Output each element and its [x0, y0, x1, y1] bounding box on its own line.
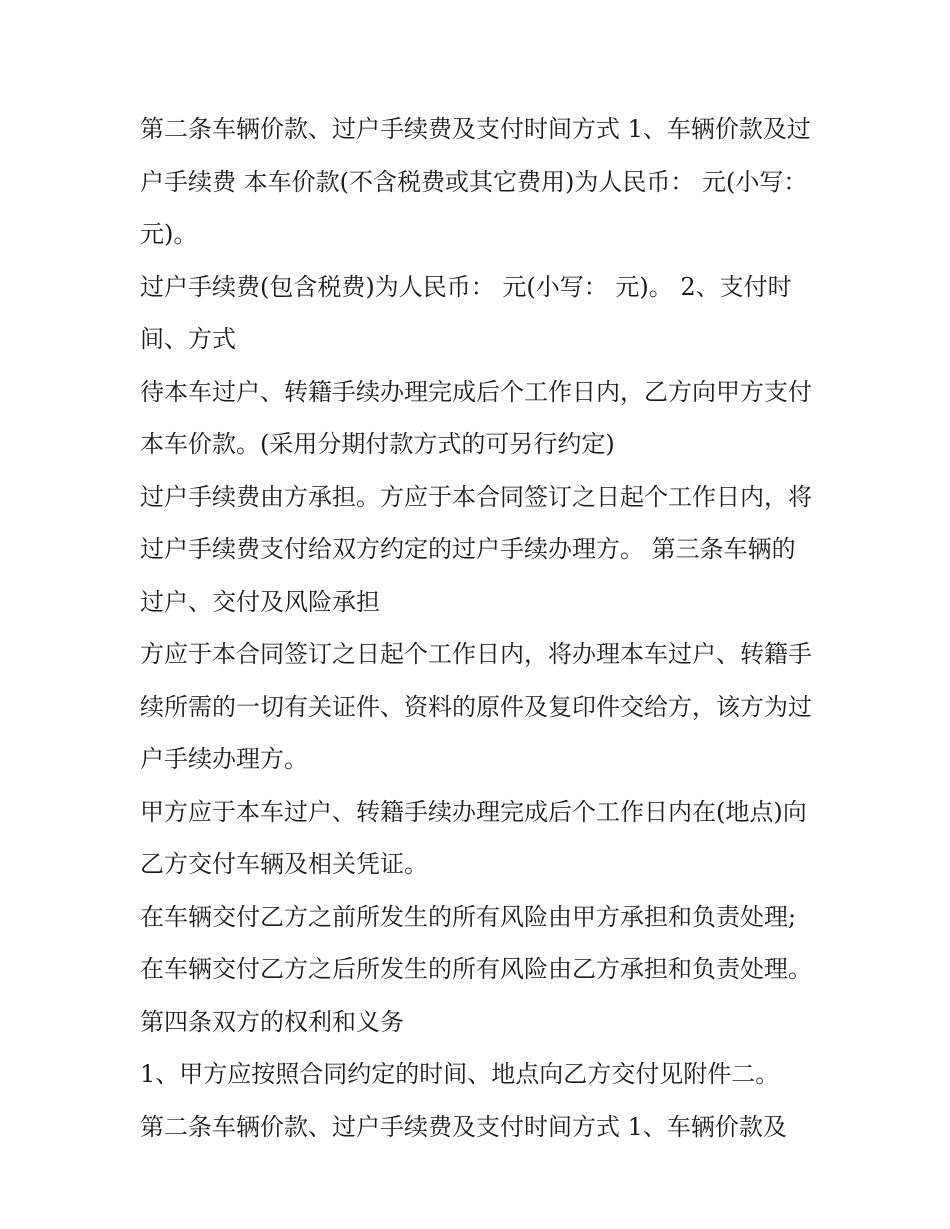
paragraph-vehicle-price: 第二条车辆价款、过户手续费及支付时间方式 1、车辆价款及过户手续费 本车价款(不含税费或其它费用)为人民币： 元(小写： 元)。 — [140, 115, 811, 248]
paragraph-transfer-fee: 过户手续费(包含税费)为人民币： 元(小写： 元)。 2、支付时间、方式 — [140, 272, 792, 353]
paragraph-vehicle-delivery: 甲方应于本车过户、转籍手续办理完成后个工作日内在(地点)向乙方交付车辆及相关凭证。 — [140, 797, 807, 878]
paragraph-fee-bearer: 过户手续费由方承担。方应于本合同签订之日起个工作日内，将过户手续费支付给双方约定的过户手续办理方。 第三条车辆的过户、交付及风险承担 — [140, 482, 812, 616]
paragraph-documents-handover: 方应于本合同签订之日起个工作日内，将办理本车过户、转籍手续所需的一切有关证件、资料的原件及复印件交给方，该方为过户手续办理方。 — [140, 640, 812, 773]
paragraph-article-two-repeat: 第二条车辆价款、过户手续费及支付时间方式 1、车辆价款及 — [140, 1112, 787, 1141]
paragraph-party-a-obligation: 1、甲方应按照合同约定的时间、地点向乙方交付见附件二。 — [140, 1060, 780, 1088]
paragraph-risk-allocation: 在车辆交付乙方之前所发生的所有风险由甲方承担和负责处理;在车辆交付乙方之后所发生的所有风险由乙方承担和负责处理。 第四条双方的权利和义务 — [140, 902, 812, 1036]
document-body — [140, 103, 812, 1153]
paragraph-payment-timing: 待本车过户、转籍手续办理完成后个工作日内，乙方向甲方支付本车价款。(采用分期付款方式的可另行约定) — [140, 377, 812, 458]
